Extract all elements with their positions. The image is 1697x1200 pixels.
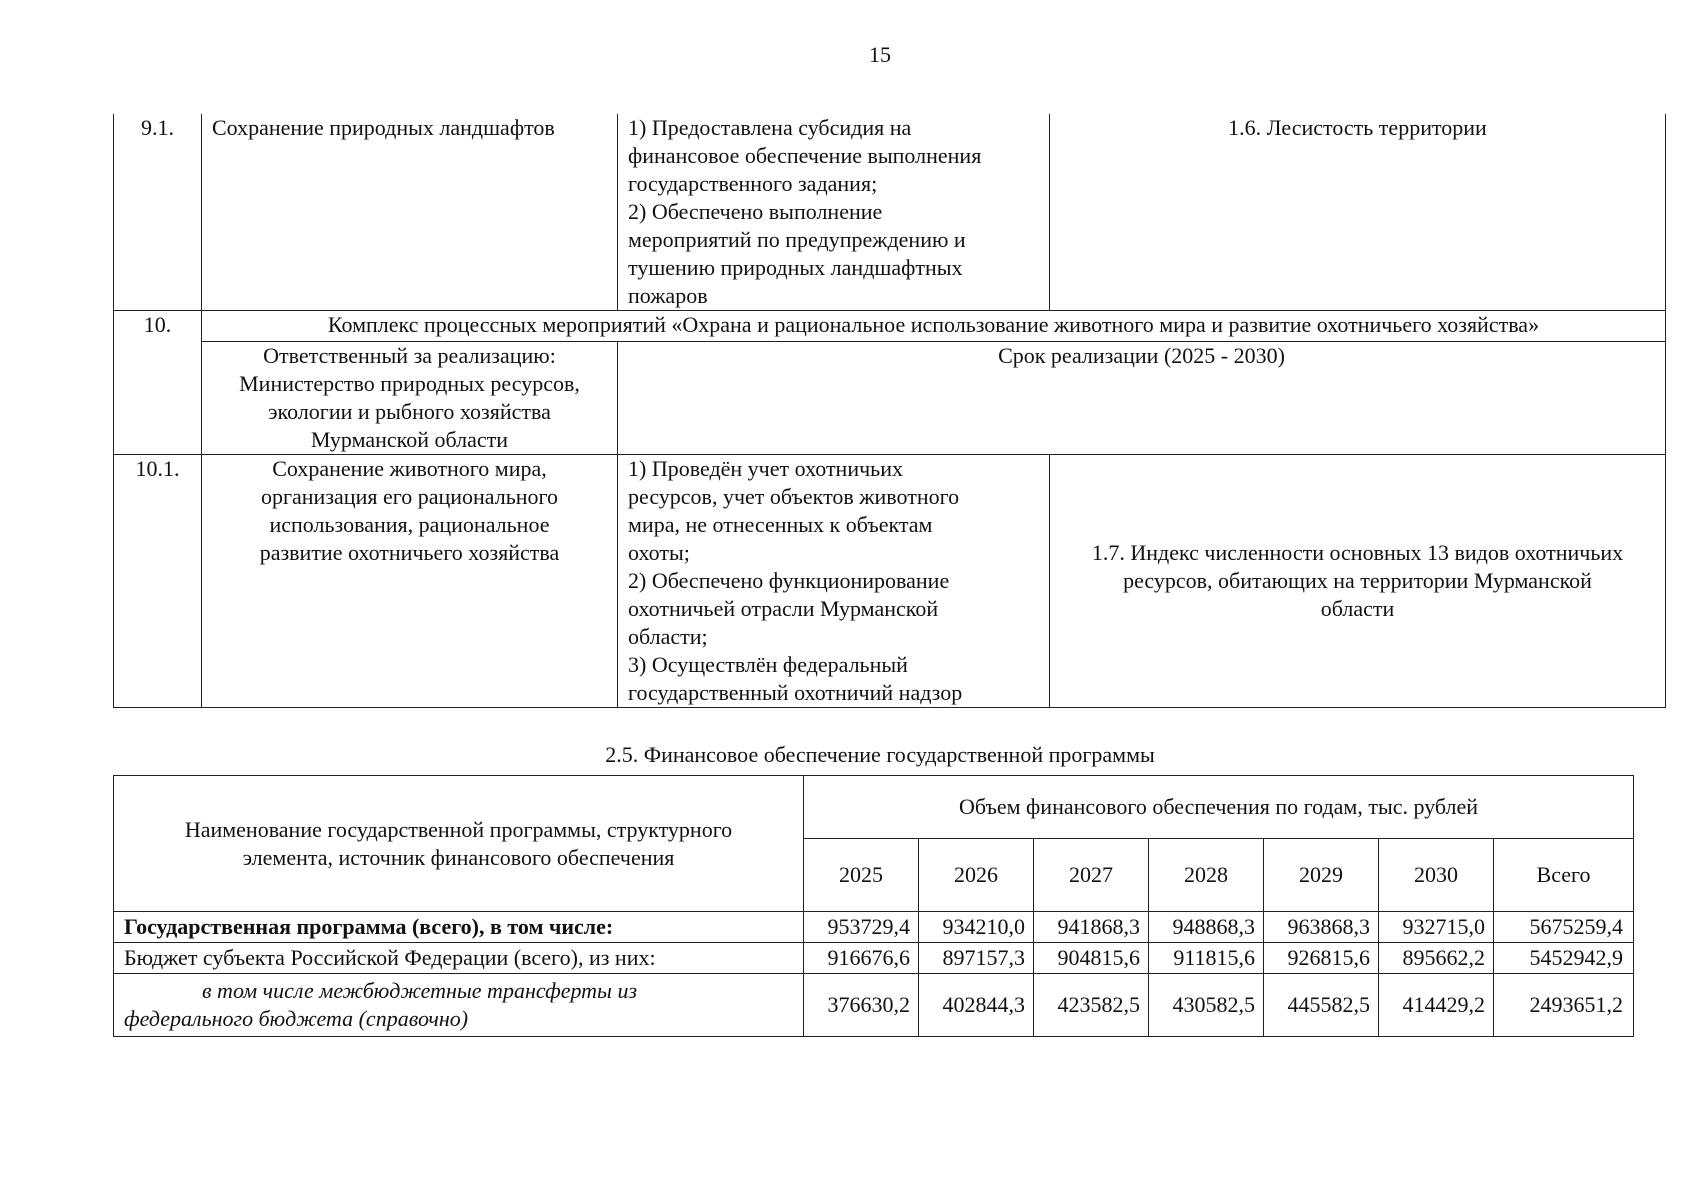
table-row (114, 943, 1634, 974)
table-row-9-1 (114, 114, 1666, 311)
total-header: Всего (1494, 839, 1634, 912)
table-row-10 (114, 311, 1666, 342)
section-title: 2.5. Финансовое обеспечение государственной программы (605, 742, 1155, 767)
value-cell: 402844,3 (919, 974, 1034, 1037)
value-cell: 430582,5 (1149, 974, 1264, 1037)
value-cell: 916676,6 (804, 943, 919, 974)
results-cell: 1) Проведён учет охотничьих ресурсов, учет объектов животного мира, не отнесенных к объектам охоты; 2) Обеспечено функционирование охотничьей отрасли Мурманской области; 3) Осуществлён федеральный государственный охотничий надзор (618, 455, 1050, 708)
value-cell: 897157,3 (919, 943, 1034, 974)
complex-title: Комплекс процессных мероприятий «Охрана и рациональное использование животного мира и развитие охотничьего хозяйства» (202, 311, 1666, 342)
row-label: в том числе межбюджетные трансферты из федерального бюджета (справочно) (114, 974, 804, 1037)
row-number: 10. (114, 311, 202, 455)
volume-header: Объем финансового обеспечения по годам, тыс. рублей (804, 776, 1634, 839)
total-cell: 2493651,2 (1494, 974, 1634, 1037)
value-cell: 911815,6 (1149, 943, 1264, 974)
year-header: 2026 (919, 839, 1034, 912)
page-number: 15 (869, 42, 891, 67)
value-cell: 423582,5 (1034, 974, 1149, 1037)
finance-header-row (114, 776, 1634, 839)
results-cell: 1) Предоставлена субсидия на финансовое обеспечение выполнения государственного задания; 2) Обеспечено выполнение мероприятий по предупреждению и тушению природных ландшафтных пожаров (618, 114, 1050, 311)
value-cell: 963868,3 (1264, 912, 1379, 943)
value-cell: 414429,2 (1379, 974, 1494, 1037)
task-cell: Сохранение животного мира, организация его рационального использования, рациональное развитие охотничьего хозяйства (202, 455, 618, 708)
row-label: Бюджет субъекта Российской Федерации (всего), из них: (114, 943, 804, 974)
value-cell: 932715,0 (1379, 912, 1494, 943)
value-cell: 941868,3 (1034, 912, 1149, 943)
row-label: Государственная программа (всего), в том числе: (114, 912, 804, 943)
name-column-header: Наименование государственной программы, структурного элемента, источник финансового обеспечения (114, 776, 804, 912)
period-cell: Срок реализации (2025 - 2030) (618, 342, 1666, 455)
total-cell: 5452942,9 (1494, 943, 1634, 974)
value-cell: 904815,6 (1034, 943, 1149, 974)
value-cell: 895662,2 (1379, 943, 1494, 974)
row-number: 9.1. (114, 114, 202, 311)
row-number: 10.1. (114, 455, 202, 708)
table-row-10-1 (114, 455, 1666, 708)
year-header: 2027 (1034, 839, 1149, 912)
value-cell: 953729,4 (804, 912, 919, 943)
indicator-cell: 1.6. Лесистость территории (1050, 114, 1666, 311)
value-cell: 376630,2 (804, 974, 919, 1037)
finance-table (113, 775, 1634, 1037)
year-header: 2029 (1264, 839, 1379, 912)
indicator-cell: 1.7. Индекс численности основных 13 видов охотничьих ресурсов, обитающих на территории Мурманской области (1050, 455, 1666, 708)
table-row-10-responsible (114, 342, 1666, 455)
value-cell: 948868,3 (1149, 912, 1264, 943)
value-cell: 445582,5 (1264, 974, 1379, 1037)
total-cell: 5675259,4 (1494, 912, 1634, 943)
value-cell: 934210,0 (919, 912, 1034, 943)
task-cell: Сохранение природных ландшафтов (202, 114, 618, 311)
year-header: 2025 (804, 839, 919, 912)
table-row (114, 912, 1634, 943)
year-header: 2028 (1149, 839, 1264, 912)
value-cell: 926815,6 (1264, 943, 1379, 974)
year-header: 2030 (1379, 839, 1494, 912)
responsible-cell: Ответственный за реализацию: Министерство природных ресурсов, экологии и рыбного хозяйства Мурманской области (202, 342, 618, 455)
program-structure-table (113, 114, 1666, 708)
table-row (114, 974, 1634, 1037)
